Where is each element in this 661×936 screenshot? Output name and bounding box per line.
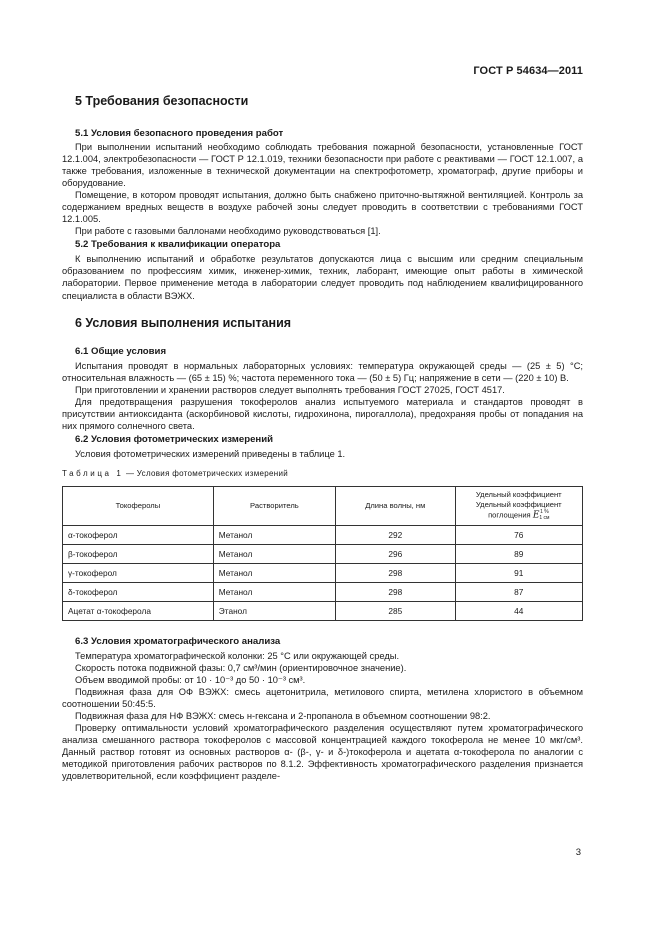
table-cell: γ-токоферол [63,563,214,582]
table-cell: 89 [455,544,582,563]
section-6-1-paragraph-1: Испытания проводят в нормальных лабораторных условиях: температура окружающей среды — (25 ± 5) °С; относительная влажность — (65 ± 15) %; частота переменного тока — (50 ± 5) Гц; напряжение в сети — (220 ± 10) В. [62,360,583,383]
table-header-cell: Длина волны, нм [335,486,455,525]
section-5-1-paragraph-2: Помещение, в котором проводят испытания, должно быть снабжено приточно-вытяжной вентиляцией. Контроль за содержанием вредных веществ в воздухе рабочей зоны следует проводить в соответствии с требованиями ГОСТ 12.1.005. [62,190,583,225]
table-cell: α-токоферол [63,525,214,544]
table-cell: 44 [455,601,582,620]
table-cell: Метанол [213,582,335,601]
table-cell: Этанол [213,601,335,620]
epsilon-superscript: 1 % [540,509,549,516]
section-6-2-paragraph-1: Условия фотометрических измерений приведены в таблице 1. [75,448,346,459]
standard-header: ГОСТ Р 54634—2011 [473,65,583,77]
table-cell: β-токоферол [63,544,214,563]
table-header-cell: Растворитель [213,486,335,525]
epsilon-subscript: 1 см [539,514,550,521]
section-6-3-paragraph-2: Скорость потока подвижной фазы: 0,7 см³/мин (ориентировочное значение). [75,662,407,673]
table-header-cell: Токоферолы [63,486,214,525]
table-header-row [63,486,583,525]
section-6-3-paragraph-1: Температура хроматографической колонки: 25 °С или окружающей среды. [75,650,400,661]
table-cell: Метанол [213,544,335,563]
table-caption [62,468,583,479]
table-caption-text: — Условия фотометрических измерений [123,468,289,478]
table-row [63,601,583,620]
table-cell: δ-токоферол [63,582,214,601]
subsection-6-2-title: 6.2 Условия фотометрических измерений [75,433,274,445]
table-cell: 298 [335,563,455,582]
section-6-1-paragraph-3: Для предотвращения разрушения токоферолов анализ испытуемого материала и стандартов проводят в присутствии антиоксиданта (аскорбиновой кислоты, гидрохинона, пирогаллола), предохраняя пробы от попадания на них прямого солнечного света. [62,396,583,431]
subsection-5-2-title: 5.2 Требования к квалификации оператора [75,239,281,251]
section-6-3-paragraph-5: Подвижная фаза для НФ ВЭЖХ: смесь н-гексана и 2-пропанола в объемном соотношении 98:2. [75,711,491,722]
table-cell: 285 [335,601,455,620]
coefficient-header-line1: Удельный коэффициент [475,490,562,500]
table-header-cell-coefficient [455,486,582,525]
section-6-3-paragraph-4: Подвижная фаза для ОФ ВЭЖХ: смесь ацетонитрила, метилового спирта, метилена хлористого в объемном соотношении 50:45:5. [62,687,583,710]
table-cell: 296 [335,544,455,563]
page-content [62,94,583,782]
coefficient-header-line2 [461,500,577,521]
section-6-3-paragraph-3: Объем вводимой пробы: от 10 · 10⁻³ до 50 · 10⁻³ см³. [75,674,306,685]
table-cell: 91 [455,563,582,582]
epsilon-indices [539,510,549,521]
table-row [63,544,583,563]
table-cell: 87 [455,582,582,601]
section-6-3-paragraph-6: Проверку оптимальности условий хроматографического разделения осуществляют путем хроматографического анализа смешанного раствора токоферолов с массовой концентрацией каждого токоферола не менее 10 мкг/см³. Данный раствор готовят из основных растворов α- (β-, γ- и δ-)токоферола и ацетата α-токоферола по аналогии с методикой приготовления рабочих растворов по 8.1.2. Эффективность хроматографического разделения признается удовлетворительной, если коэффициент разделе- [62,723,583,782]
table-cell: Метанол [213,525,335,544]
table-cell: 76 [455,525,582,544]
section-5-1-paragraph-3: При работе с газовыми баллонами необходимо руководствоваться [1]. [75,226,381,237]
section-5-title: 5 Требования безопасности [75,94,249,108]
photometric-conditions-table [62,486,583,621]
table-caption-label: Таблица 1 [62,468,124,478]
table-cell: 298 [335,582,455,601]
table-row [63,582,583,601]
subsection-5-1-title: 5.1 Условия безопасного проведения работ [75,128,284,139]
table-cell: 292 [335,525,455,544]
subsection-6-1-title: 6.1 Общие условия [75,345,167,357]
epsilon-symbol: E [532,510,540,521]
table-cell: Метанол [213,563,335,582]
section-5-2-paragraph-1: К выполнению испытаний и обработке результатов допускаются лица с высшим или средним специальным образованием по профессиям химик, инженер-химик, техник, лаборант, имеющие опыт работы в химической лаборатории. Первое применение метода в лаборатории следует проводить под наблюдением квалифицированного специалиста в области ВЭЖХ. [62,254,583,301]
coefficient-header-text: Удельный коэффициент поглощения [475,500,562,520]
section-6-title: 6 Условия выполнения испытания [75,315,292,330]
subsection-6-3-title: 6.3 Условия хроматографического анализа [75,635,281,647]
table-row [63,563,583,582]
page-number: 3 [575,847,581,858]
table-row [63,525,583,544]
section-5-1-paragraph-1: При выполнении испытаний необходимо соблюдать требования пожарной безопасности, установленные ГОСТ 12.1.004, электробезопасности — ГОСТ Р 12.1.019, техники безопасности при работе с реактивами — ГОСТ 12.1.007, а также требования, изложенные в технической документации на спектрофотометр, хроматограф, другие приборы и оборудование. [62,142,583,189]
table-cell: Ацетат α-токоферола [63,601,214,620]
section-6-1-paragraph-2: При приготовлении и хранении растворов следует выполнять требования ГОСТ 27025, ГОСТ 4517. [75,384,505,395]
